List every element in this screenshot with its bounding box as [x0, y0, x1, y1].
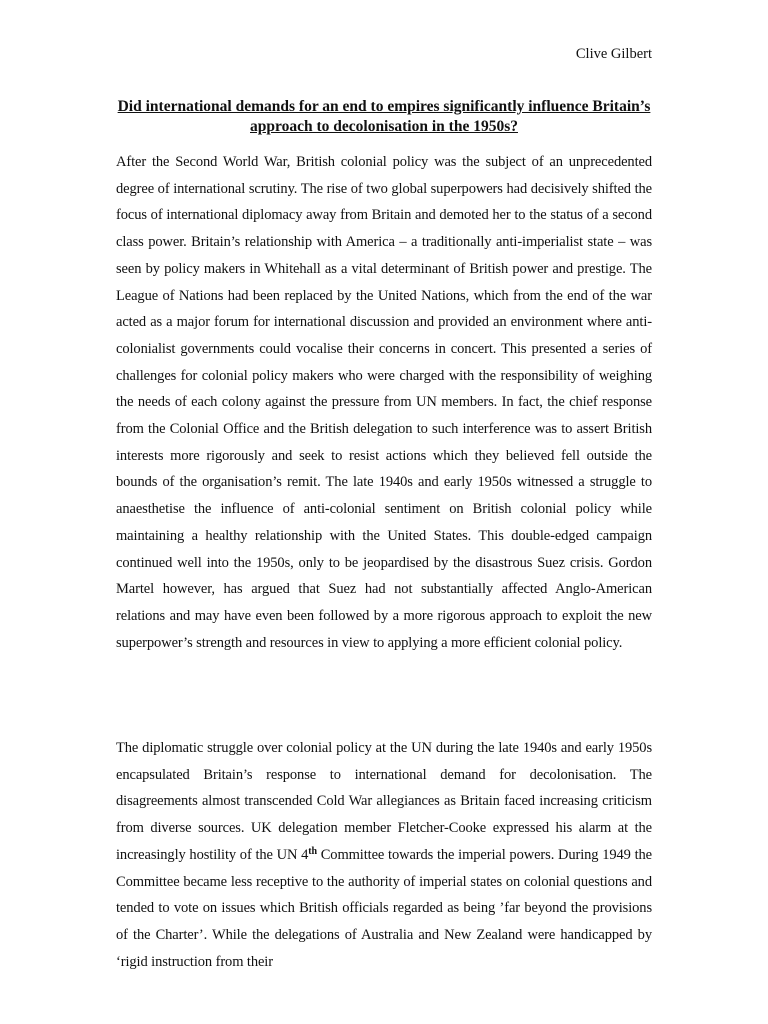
paragraph-2-text-end: Committee towards the imperial powers. During 1949 the Committee became less receptive to the authority of imperial states on colonial questions and tended to vote on issues which British officials regarded as being ’far beyond the provisions of the Charter’. While the delegations of Australia and New Zealand were handicapped by ‘rigid instruction from their: [116, 846, 652, 970]
paragraph-2-text-start: The diplomatic struggle over colonial policy at the UN during the late 1940s and early 1950s encapsulated Britain’s response to international demand for decolonisation. The disagreements almost transcended Cold War allegiances as Britain faced increasing criticism from diverse sources. UK delegation member Fletcher-Cooke expressed his alarm at the increasingly hostility of the UN 4: [116, 740, 652, 863]
paragraph-2: [116, 735, 652, 975]
essay-title: Did international demands for an end to empires significantly influence Britain’s approach to decolonisation in the 1950s?: [117, 98, 651, 135]
ordinal-superscript: th: [308, 845, 317, 857]
paragraph-1: After the Second World War, British colonial policy was the subject of an unprecedented degree of international scrutiny. The rise of two global superpowers had decisively shifted the focus of international diplomacy away from Britain and demoted her to the status of a second class power. Britain’s relationship with America – a traditionally anti-imperialist state – was seen by policy makers in Whitehall as a vital determinant of British power and prestige. The League of Nations had been replaced by the United Nations, which from the end of the war acted as a major forum for international discussion and provided an environment where anti-colonialist governments could vocalise their concerns in concert. This presented a series of challenges for colonial policy makers who were charged with the responsibility of weighing the needs of each colony against the pressure from UN members. In fact, the chief response from the Colonial Office and the British delegation to such interference was to assert British interests more rigorously and seek to resist actions which they believed fell outside the bounds of the organisation’s remit. The late 1940s and early 1950s witnessed a struggle to anaesthetise the influence of anti-colonial sentiment on British colonial policy while maintaining a healthy relationship with the United States. This double-edged campaign continued well into the 1950s, only to be jeopardised by the disastrous Suez crisis. Gordon Martel however, has argued that Suez had not substantially affected Anglo-American relations and may have even been followed by a more rigorous approach to exploit the new superpower’s strength and resources in view to applying a more efficient colonial policy.: [116, 154, 652, 651]
author-name: Clive Gilbert: [575, 46, 652, 62]
